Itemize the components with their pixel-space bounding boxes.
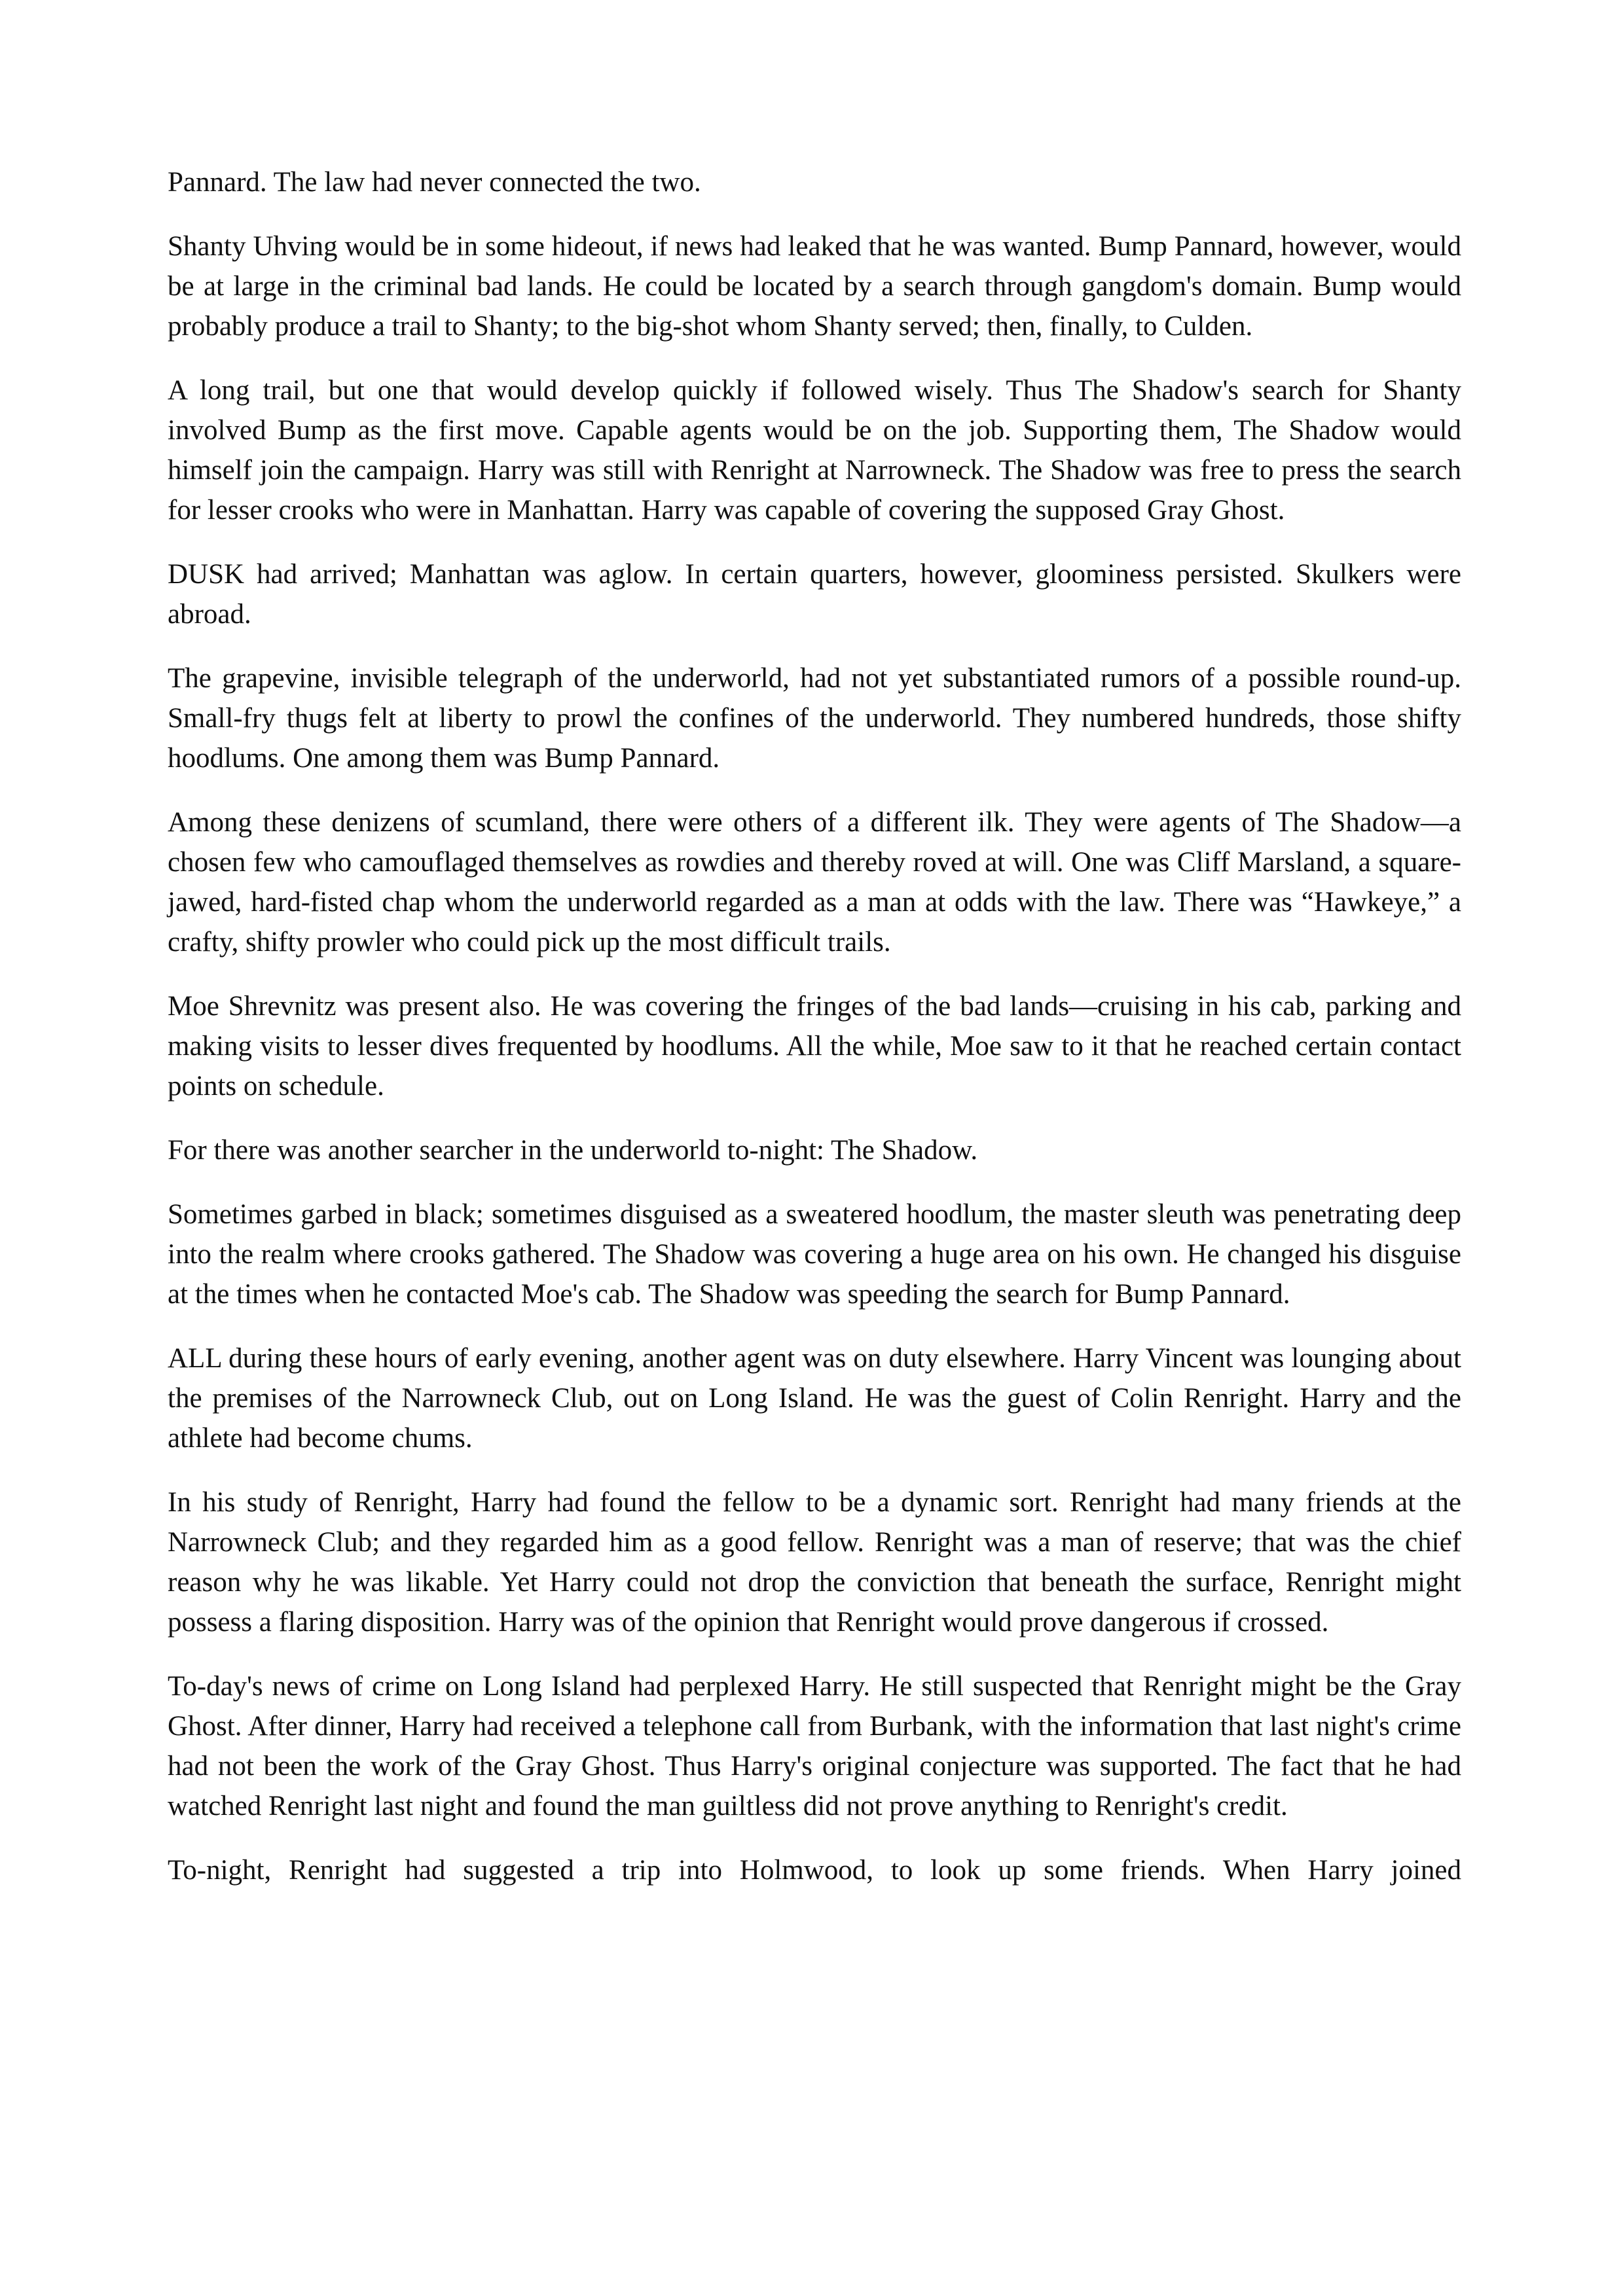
paragraph: For there was another searcher in the underworld to-night: The Shadow.: [168, 1135, 978, 1166]
paragraph-continued: To-night, Renright had suggested a trip into Holmwood, to look up some friends. When Harry joined: [168, 1855, 1461, 1886]
paragraph: Among these denizens of scumland, there were others of a different ilk. They were agents of The Shadow—a chosen few who camouflaged themselves as rowdies and thereby roved at will. One was Cliff Marsland, a square-jawed, hard-fisted chap whom the underworld regarded as a man at odds with the law. There was “Hawkeye,” a crafty, shifty prowler who could pick up the most difficult trails.: [168, 807, 1461, 958]
paragraph: Pannard. The law had never connected the two.: [168, 167, 701, 198]
paragraph: Shanty Uhving would be in some hideout, if news had leaked that he was wanted. Bump Pannard, however, would be at large in the criminal bad lands. He could be located by a search through gangdom's domain. Bump would probably produce a trail to Shanty; to the big-shot whom Shanty served; then, finally, to Culden.: [168, 231, 1461, 342]
paragraph: Moe Shrevnitz was present also. He was covering the fringes of the bad lands—cruising in his cab, parking and making visits to lesser dives frequented by hoodlums. All the while, Moe saw to it that he reached certain contact points on schedule.: [168, 991, 1461, 1102]
paragraph: Sometimes garbed in black; sometimes disguised as a sweatered hoodlum, the master sleuth was penetrating deep into the realm where crooks gathered. The Shadow was covering a huge area on his own. He changed his disguise at the times when he contacted Moe's cab. The Shadow was speeding the search for Bump Pannard.: [168, 1199, 1461, 1310]
paragraph: To-day's news of crime on Long Island had perplexed Harry. He still suspected that Renright might be the Gray Ghost. After dinner, Harry had received a telephone call from Burbank, with the information that last night's crime had not been the work of the Gray Ghost. Thus Harry's original conjecture was supported. The fact that he had watched Renright last night and found the man guiltless did not prove anything to Renright's credit.: [168, 1671, 1461, 1821]
paragraph: DUSK had arrived; Manhattan was aglow. In certain quarters, however, gloominess persisted. Skulkers were abroad.: [168, 559, 1461, 630]
paragraph: A long trail, but one that would develop quickly if followed wisely. Thus The Shadow's search for Shanty involved Bump as the first move. Capable agents would be on the job. Supporting them, The Shadow would himself join the campaign. Harry was still with Renright at Narrowneck. The Shadow was free to press the search for lesser crooks who were in Manhattan. Harry was capable of covering the supposed Gray Ghost.: [168, 375, 1461, 526]
paragraph: ALL during these hours of early evening, another agent was on duty elsewhere. Harry Vincent was lounging about the premises of the Narrowneck Club, out on Long Island. He was the guest of Colin Renright. Harry and the athlete had become chums.: [168, 1343, 1461, 1454]
paragraph: The grapevine, invisible telegraph of the underworld, had not yet substantiated rumors of a possible round-up. Small-fry thugs felt at liberty to prowl the confines of the underworld. They numbered hundreds, those shifty hoodlums. One among them was Bump Pannard.: [168, 663, 1461, 774]
body-text: [168, 162, 1461, 1914]
paragraph: In his study of Renright, Harry had found the fellow to be a dynamic sort. Renright had many friends at the Narrowneck Club; and they regarded him as a good fellow. Renright was a man of reserve; that was the chief reason why he was likable. Yet Harry could not drop the conviction that beneath the surface, Renright might possess a flaring disposition. Harry was of the opinion that Renright would prove dangerous if crossed.: [168, 1487, 1461, 1638]
